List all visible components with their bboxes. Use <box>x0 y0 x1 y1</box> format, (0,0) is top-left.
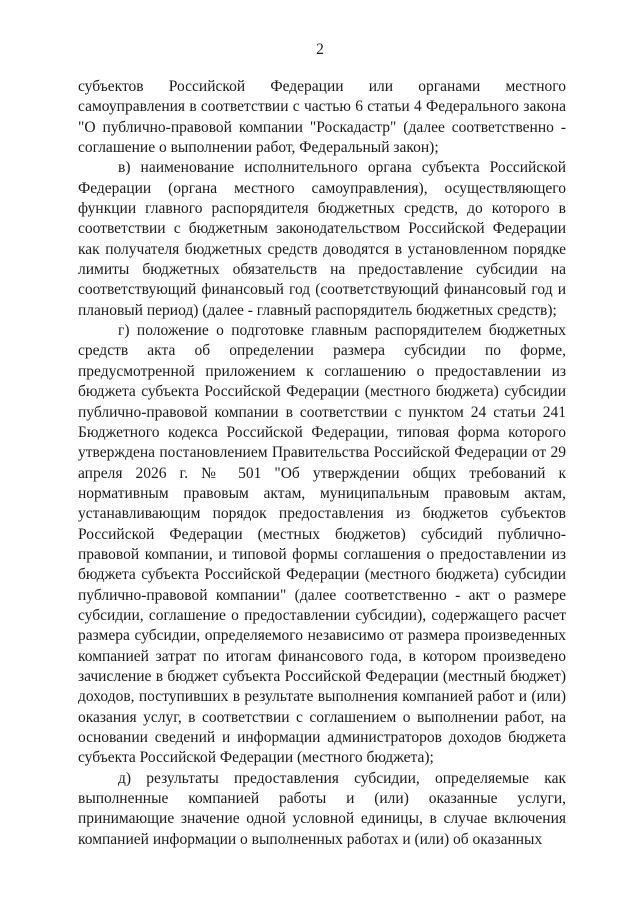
document-body <box>78 77 566 850</box>
page-number: 2 <box>316 41 324 58</box>
paragraph-item-v: в) наименование исполнительного органа субъекта Российской Федерации (органа местного самоуправления), осуществляющего функции главного распорядителя бюджетных средств, до которого в соответствии с бюджетным законодательством Российской Федерации как получателя бюджетных средств доводятся в установленном порядке лимиты бюджетных обязательств на предоставление субсидии на соответствующий финансовый год (соответствующий финансовый год и плановый период) (далее - главный распорядитель бюджетных средств); <box>78 159 566 319</box>
paragraph-item-g: г) положение о подготовке главным распорядителем бюджетных средств акта об определении размера субсидии по форме, предусмотренной приложением к соглашению о предоставлении из бюджета субъекта Российской Федерации (местного бюджета) субсидии публично-правовой компании в соответствии с пунктом 24 статьи 241 Бюджетного кодекса Российской Федерации, типовая форма которого утверждена постановлением Правительства Российской Федерации от 29 апреля 2026 г. № 501 "Об утверждении общих требований к нормативным правовым актам, муниципальным правовым актам, устанавливающим порядок предоставления из бюджетов субъектов Российской Федерации (местных бюджетов) субсидий публично-правовой компании, и типовой формы соглашения о предоставлении из бюджета субъекта Российской Федерации (местного бюджета) субсидии публично-правовой компании" (далее соответственно - акт о размере субсидии, соглашение о предоставлении субсидии), содержащего расчет размера субсидии, определяемого независимо от размера произведенных компанией затрат по итогам финансового года, в котором произведено зачисление в бюджет субъекта Российской Федерации (местный бюджет) доходов, поступивших в результате выполнения компанией работ и (или) оказания услуг, в соответствии с соглашением о выполнении работ, на основании сведений и информации администраторов доходов бюджета субъекта Российской Федерации (местного бюджета); <box>78 322 566 767</box>
paragraph-continuation: субъектов Российской Федерации или органами местного самоуправления в соответствии с частью 6 статьи 4 Федерального закона "О публично-правовой компании "Роскадастр" (далее соответственно - соглашение о выполнении работ, Федеральный закон); <box>78 78 566 157</box>
paragraph-item-d: д) результаты предоставления субсидии, определяемые как выполненные компанией работы и (или) оказанные услуги, принимающие значение одной условной единицы, в случае включения компанией информации о выполненных работах и (или) об оказанных <box>78 769 566 848</box>
